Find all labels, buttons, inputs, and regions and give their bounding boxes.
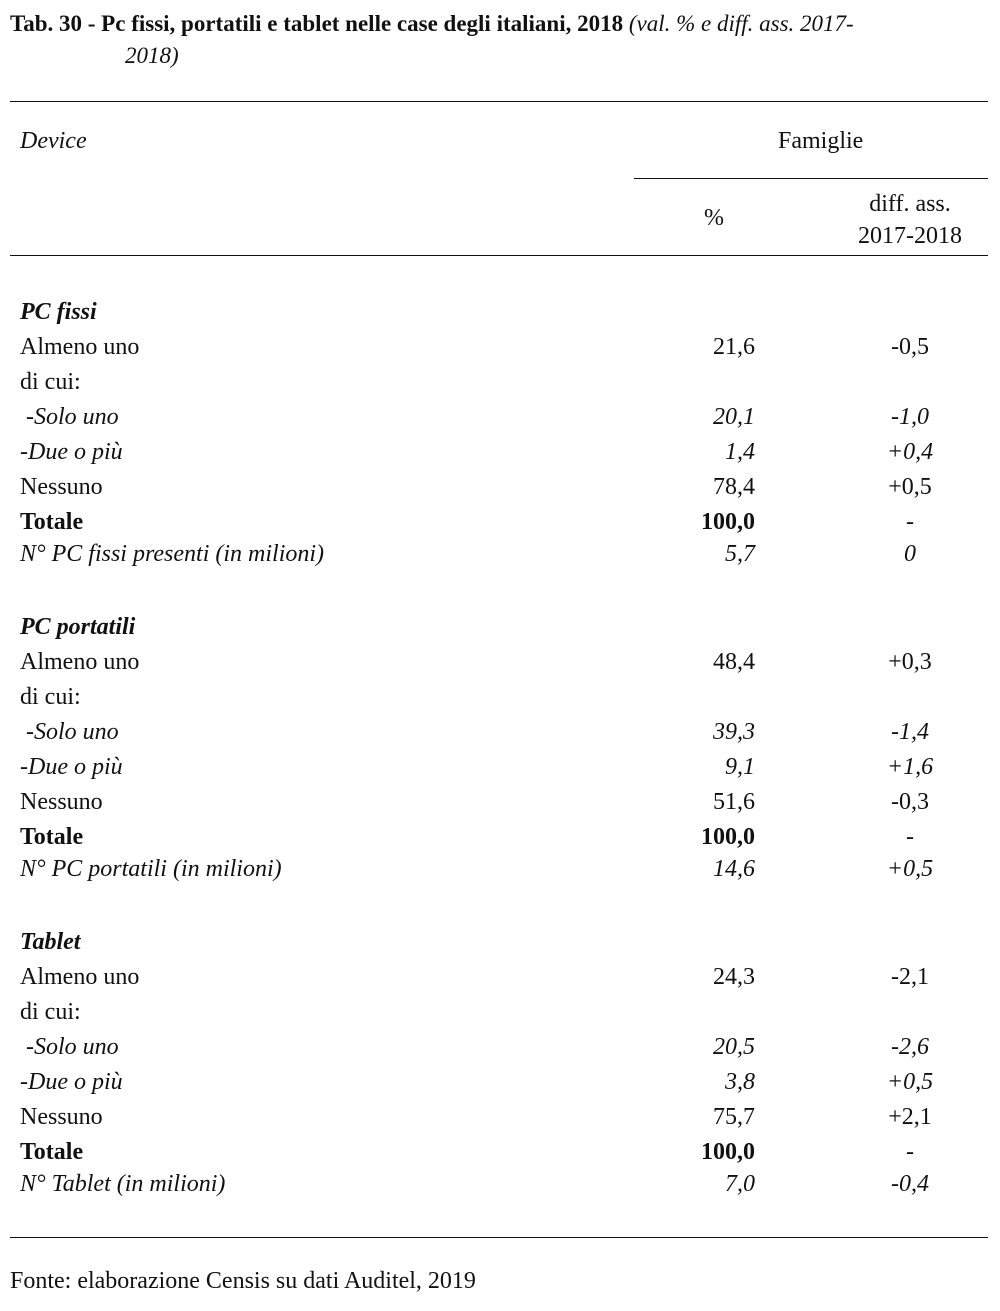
row-label: Almeno uno	[20, 964, 140, 990]
cell-diff: +1,6	[886, 754, 934, 780]
table-row	[0, 1032, 1000, 1067]
table-row	[0, 1169, 1000, 1204]
row-label: di cui:	[20, 369, 81, 395]
table-row	[0, 332, 1000, 367]
table-row	[0, 507, 1000, 542]
table-row	[0, 437, 1000, 472]
section-heading-label: PC portatili	[20, 614, 136, 640]
cell-percent: 21,6	[713, 334, 755, 360]
table-row	[0, 752, 1000, 787]
row-label: Nessuno	[20, 1104, 103, 1130]
source-note: Fonte: elaborazione Censis su dati Auditel, 2019	[10, 1268, 476, 1294]
table-row	[0, 367, 1000, 402]
table-title-note-cont: 2018)	[125, 43, 179, 68]
table-row	[0, 787, 1000, 822]
header-percent: %	[704, 205, 724, 231]
row-label: -Solo uno	[26, 404, 119, 430]
table-row	[0, 472, 1000, 507]
cell-diff: +0,5	[888, 474, 932, 500]
row-label: N° PC fissi presenti (in milioni)	[20, 541, 325, 567]
cell-diff: 0	[904, 541, 916, 567]
row-label: Totale	[20, 824, 84, 850]
cell-percent: 39,3	[713, 719, 755, 745]
row-label: -Solo uno	[26, 1034, 119, 1060]
cell-percent: 100,0	[701, 509, 755, 535]
table-row	[0, 682, 1000, 717]
table-title-main: Tab. 30 - Pc fissi, portatili e tablet nelle case degli italiani, 2018	[10, 11, 624, 36]
table-title	[10, 8, 995, 72]
cell-percent: 100,0	[701, 1139, 755, 1165]
cell-diff: -2,1	[891, 964, 929, 990]
table-row	[0, 822, 1000, 857]
cell-percent: 48,4	[713, 649, 755, 675]
table-row	[0, 717, 1000, 752]
cell-diff: -1,0	[891, 404, 929, 430]
table-row	[0, 539, 1000, 574]
cell-percent: 51,6	[713, 789, 755, 815]
cell-diff: -0,5	[891, 334, 929, 360]
cell-percent: 14,6	[713, 856, 755, 882]
cell-diff: +0,3	[888, 649, 932, 675]
cell-diff: -	[906, 1139, 914, 1165]
section-heading	[0, 927, 1000, 962]
cell-diff: +0,4	[886, 439, 934, 465]
cell-percent: 20,1	[713, 404, 755, 430]
cell-percent: 78,4	[713, 474, 755, 500]
header-diff-line1: diff. ass.	[869, 191, 951, 217]
row-label: Almeno uno	[20, 649, 140, 675]
row-label: Nessuno	[20, 474, 103, 500]
cell-diff: -0,3	[891, 789, 929, 815]
top-rule	[10, 101, 988, 102]
table-row	[0, 854, 1000, 889]
row-label: N° PC portatili (in milioni)	[20, 856, 282, 882]
header-diff-line2: 2017-2018	[858, 223, 962, 249]
cell-diff: -	[906, 509, 914, 535]
row-label: di cui:	[20, 999, 81, 1025]
cell-percent: 20,5	[713, 1034, 755, 1060]
cell-percent: 3,8	[725, 1069, 755, 1095]
cell-percent: 7,0	[725, 1171, 755, 1197]
table-row	[0, 647, 1000, 682]
header-device: Device	[20, 128, 87, 154]
cell-percent: 100,0	[701, 824, 755, 850]
cell-diff: -	[906, 824, 914, 850]
table-row	[0, 1067, 1000, 1102]
section-heading-label: Tablet	[20, 929, 81, 955]
cell-percent: 1,4	[725, 439, 755, 465]
header-famiglie: Famiglie	[778, 128, 864, 154]
section-heading	[0, 612, 1000, 647]
bottom-rule	[10, 1237, 988, 1238]
cell-diff: -0,4	[891, 1171, 929, 1197]
row-label: -Due o più	[20, 1069, 123, 1095]
cell-diff: +0,5	[886, 856, 934, 882]
table-row	[0, 997, 1000, 1032]
table-row	[0, 1137, 1000, 1172]
cell-diff: +2,1	[888, 1104, 932, 1130]
row-label: N° Tablet (in milioni)	[20, 1171, 226, 1197]
table-title-note: (val. % e diff. ass. 2017-	[628, 11, 854, 36]
section-heading	[0, 297, 1000, 332]
cell-percent: 5,7	[725, 541, 755, 567]
header-diff	[840, 188, 980, 252]
table-row	[0, 402, 1000, 437]
row-label: -Due o più	[20, 439, 123, 465]
cell-percent: 24,3	[713, 964, 755, 990]
row-label: -Solo uno	[26, 719, 119, 745]
cell-diff: -1,4	[891, 719, 929, 745]
cell-diff: -2,6	[891, 1034, 929, 1060]
row-label: -Due o più	[20, 754, 123, 780]
cell-diff: +0,5	[886, 1069, 934, 1095]
row-label: Nessuno	[20, 789, 103, 815]
row-label: di cui:	[20, 684, 81, 710]
cell-percent: 75,7	[713, 1104, 755, 1130]
row-label: Totale	[20, 509, 84, 535]
table-row	[0, 1102, 1000, 1137]
row-label: Totale	[20, 1139, 84, 1165]
section-heading-label: PC fissi	[20, 299, 97, 325]
header-bottom-rule	[10, 255, 988, 256]
cell-percent: 9,1	[725, 754, 755, 780]
row-label: Almeno uno	[20, 334, 140, 360]
table-row	[0, 962, 1000, 997]
group-rule	[634, 178, 988, 179]
